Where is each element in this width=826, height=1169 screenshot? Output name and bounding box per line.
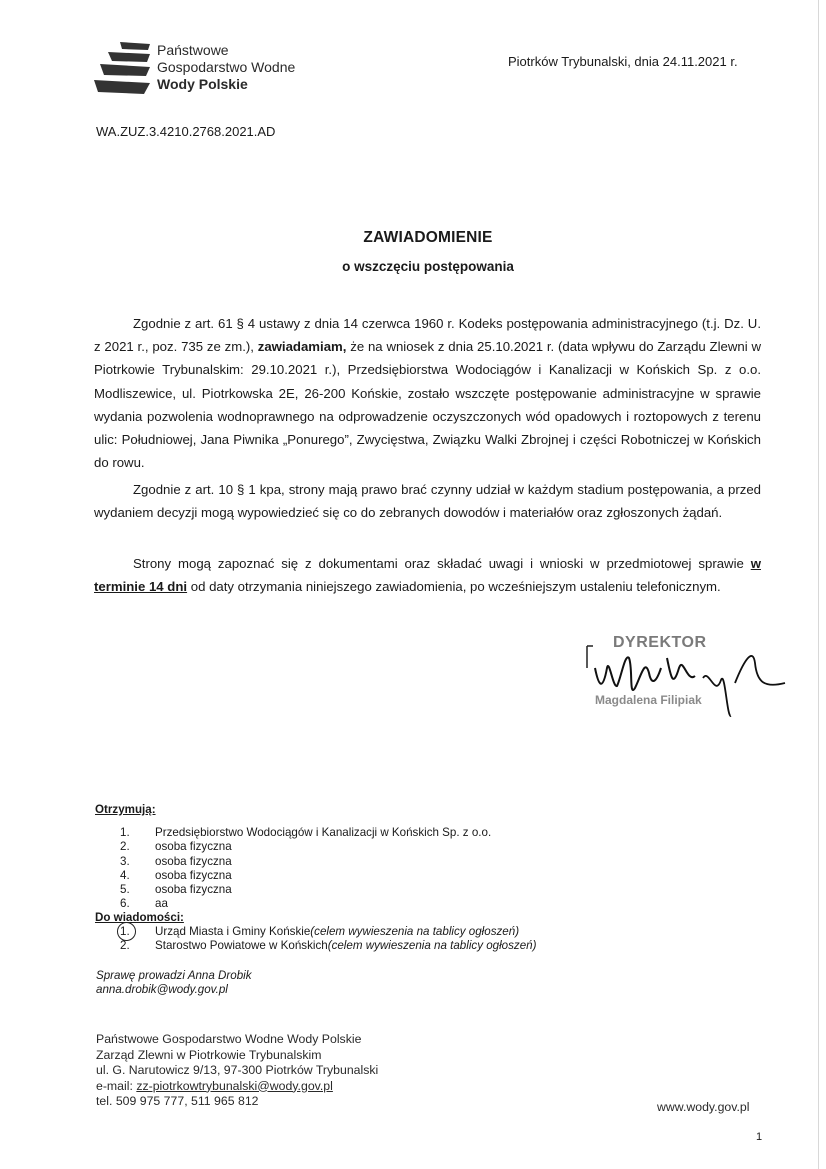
list-item bbox=[120, 925, 536, 939]
reference-number: WA.ZUZ.3.4210.2768.2021.AD bbox=[96, 124, 276, 139]
list-item-note: (celem wywieszenia na tablicy ogłoszeń) bbox=[310, 925, 520, 938]
scan-edge-line bbox=[818, 0, 819, 1169]
list-item-number: 6. bbox=[120, 897, 130, 911]
list-item bbox=[120, 855, 491, 869]
page-number: 1 bbox=[756, 1131, 763, 1143]
footer-email-label: e-mail: bbox=[96, 1078, 137, 1093]
logo-text bbox=[157, 42, 295, 93]
footer-line-2: Zarząd Zlewni w Piotrkowie Trybunalskim bbox=[96, 1047, 322, 1062]
p3-text-b: od daty otrzymania niniejszego zawiadomienia, po wcześniejszym ustaleniu telefonicznym. bbox=[187, 579, 721, 595]
handwritten-signature-icon bbox=[585, 628, 795, 723]
document-subtitle: o wszczęciu postępowania bbox=[342, 259, 514, 274]
logo-line-2: Gospodarstwo Wodne bbox=[157, 59, 296, 75]
list-item-number: 4. bbox=[120, 868, 130, 882]
deadline-highlight: w terminie 14 dni bbox=[94, 556, 761, 595]
list-item-text: osoba fizyczna bbox=[155, 868, 232, 882]
p1-bold: zawiadamiam, bbox=[257, 339, 347, 355]
signature-stamp-name: Magdalena Filipiak bbox=[595, 693, 702, 707]
list-item-text: Urząd Miasta i Gminy Końskie bbox=[155, 925, 311, 938]
list-item-text: aa bbox=[155, 897, 168, 911]
case-handler-email: anna.drobik@wody.gov.pl bbox=[96, 983, 228, 997]
p1-text-a: Zgodnie z art. 61 § 4 ustawy z dnia 14 czerwca 1960 r. Kodeks postępowania administracyjnego (t.j. Dz. U. z 2021 r., poz. 735 ze zm.), bbox=[94, 316, 761, 355]
footer-email-link[interactable]: zz-piotrkowtrybunalski@wody.gov.pl bbox=[136, 1078, 333, 1093]
p3-text-a: Strony mogą zapoznać się z dokumentami oraz składać uwagi i wnioski w przedmiotowej sprawie bbox=[133, 556, 751, 571]
body-paragraph-3 bbox=[94, 552, 761, 598]
list-item-number: 2. bbox=[120, 939, 130, 953]
recipients-heading: Otrzymują: bbox=[95, 803, 156, 816]
list-item-number: 1. bbox=[120, 925, 130, 938]
footer-email-row bbox=[96, 1079, 378, 1095]
body-paragraph-1 bbox=[94, 312, 761, 474]
cc-list bbox=[120, 925, 536, 954]
place-and-date: Piotrków Trybunalski, dnia 24.11.2021 r. bbox=[508, 54, 738, 69]
list-item-number: 2. bbox=[120, 840, 130, 854]
document-title: ZAWIADOMIENIE bbox=[363, 229, 493, 246]
logo-line-3: Wody Polskie bbox=[157, 76, 248, 92]
signature-stamp-title: DYREKTOR bbox=[613, 634, 707, 651]
list-item-text: Starostwo Powiatowe w Końskich bbox=[155, 939, 328, 953]
body-paragraph-2 bbox=[94, 478, 761, 524]
list-item-text: osoba fizyczna bbox=[155, 840, 232, 854]
case-handler bbox=[96, 969, 252, 998]
list-item-text: osoba fizyczna bbox=[155, 883, 232, 897]
logo-line-1: Państwowe bbox=[157, 42, 229, 58]
list-item-text: osoba fizyczna bbox=[155, 854, 232, 868]
list-item bbox=[120, 869, 491, 883]
list-item-note: (celem wywieszenia na tablicy ogłoszeń) bbox=[327, 939, 537, 953]
footer-address bbox=[96, 1032, 378, 1110]
footer-line-1: Państwowe Gospodarstwo Wodne Wody Polskie bbox=[96, 1032, 362, 1046]
p2-text: Zgodnie z art. 10 § 1 kpa, strony mają prawo brać czynny udział w każdym stadium postępowania, a przed wydaniem decyzji mogą wypowiedzieć się co do zebranych dowodów i materiałów oraz zgłoszonych żądań. bbox=[94, 482, 761, 521]
p1-text-b: że na wniosek z dnia 25.10.2021 r. (data wpływu do Zarządu Zlewni w Piotrkowie Trybunalskim: 29.10.2021 r.), Przedsiębiorstwa Wodociągów i Kanalizacji w Końskich Sp. z o.o. Modliszewice, ul. Piotrkowska 2E, 26-200 Końskie, zostało wszczęte postępowanie administracyjne w sprawie wydania pozwolenia wodnoprawnego na odprowadzenie oczyszczonych wód opadowych i roztopowych z terenu ulic: Południowej, Jana Piwnika „Ponurego”, Zwycięstwa, Związku Walki Zbrojnej i części Robotniczej w Końskich do rowu. bbox=[94, 339, 761, 471]
recipients-list bbox=[120, 826, 491, 912]
list-item bbox=[120, 939, 536, 953]
list-item bbox=[120, 897, 491, 911]
list-item bbox=[120, 840, 491, 854]
cc-heading: Do wiadomości: bbox=[95, 911, 184, 924]
list-item-number: 3. bbox=[120, 854, 130, 868]
list-item bbox=[120, 826, 491, 840]
case-handler-name: Sprawę prowadzi Anna Drobik bbox=[96, 969, 252, 982]
list-item bbox=[120, 883, 491, 897]
list-item-number: 5. bbox=[120, 883, 130, 897]
footer-line-3: ul. G. Narutowicz 9/13, 97-300 Piotrków Trybunalski bbox=[96, 1063, 379, 1077]
footer-phones: tel. 509 975 777, 511 965 812 bbox=[96, 1094, 259, 1108]
list-item-text: Przedsiębiorstwo Wodociągów i Kanalizacji w Końskich Sp. z o.o. bbox=[155, 826, 492, 839]
footer-website[interactable]: www.wody.gov.pl bbox=[657, 1100, 750, 1114]
list-item-number: 1. bbox=[120, 826, 130, 839]
